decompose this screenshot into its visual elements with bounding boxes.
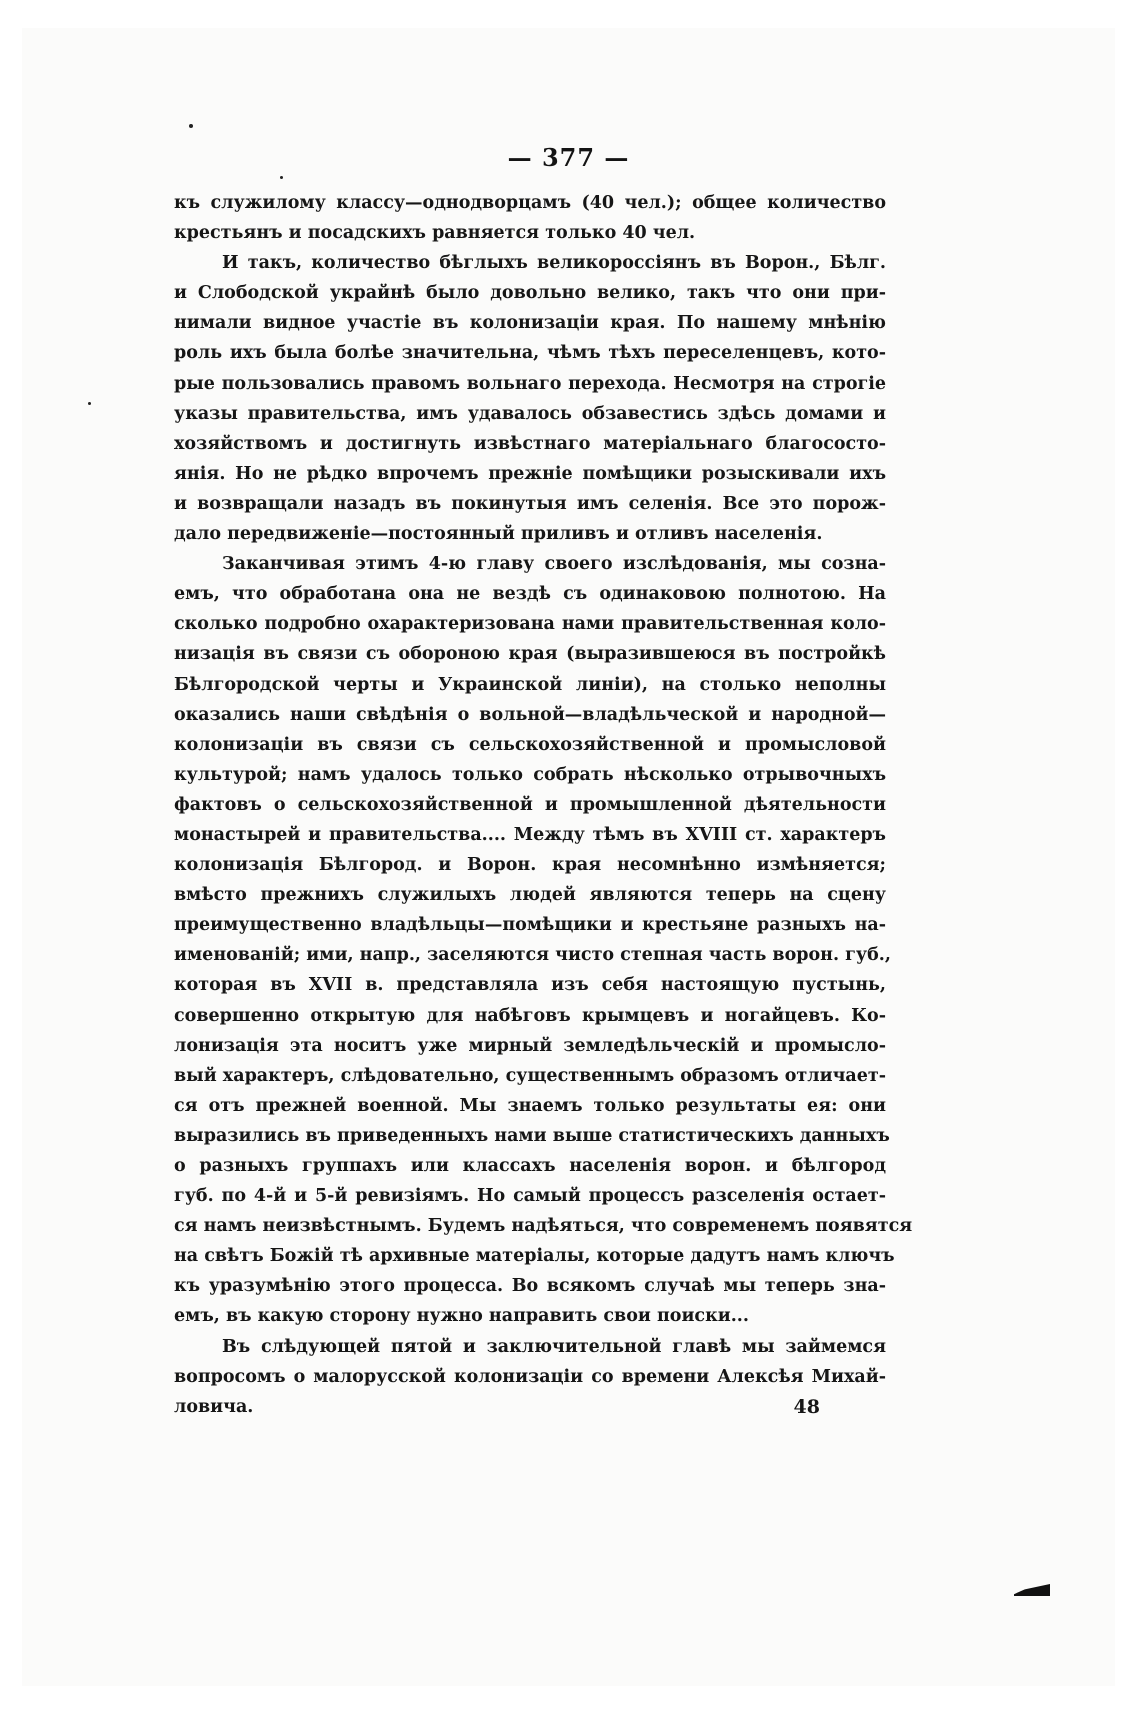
paragraph-4 [174,1332,886,1422]
text-line: выразились въ приведенныхъ нами выше статистическихъ данныхъ [174,1125,890,1146]
text-line: преимущественно владѣльцы—помѣщики и крестьяне разныхъ на- [174,915,886,936]
text-line: колонизація Бѣлгород. и Ворон. края несомнѣнно измѣняется; [174,855,886,876]
text-line: емъ, что обработана она не вездѣ съ одинаковою полнотою. На [174,584,886,605]
text-line: совершенно открытую для набѣговъ крымцевъ и ногайцевъ. Ко- [174,1005,886,1026]
body-text [174,188,913,1422]
paragraph-3 [174,549,913,1331]
text-line: вмѣсто прежнихъ служилыхъ людей являются теперь на сцену [174,885,886,906]
text-line: И такъ, количество бѣглыхъ великороссіянъ въ Ворон., Бѣлг. [222,253,886,274]
scan-speck [280,176,283,179]
text-line: сколько подробно охарактеризована нами правительственная коло- [174,614,886,635]
page-number: — 377 — [507,143,630,172]
text-line: Заканчивая этимъ 4-ю главу своего изслѣдованія, мы созна- [222,554,886,575]
text-line: ся отъ прежней военной. Мы знаемъ только результаты ея: они [174,1095,886,1116]
text-line: роль ихъ была болѣе значительна, чѣмъ тѣхъ переселенцевъ, кото- [174,343,886,364]
text-line: низація въ связи съ обороною края (выразившеюся въ постройкѣ [174,644,886,665]
text-line: нимали видное участіе въ колонизаціи края. По нашему мнѣнію [174,313,886,334]
document-page [22,28,1115,1686]
text-line: хозяйствомъ и достигнуть извѣстнаго матеріальнаго благососто- [174,433,886,454]
last-line-row [174,1392,886,1422]
text-line: дало передвиженіе—постоянный приливъ и отливъ населенія. [174,524,823,545]
text-line: вый характеръ, слѣдовательно, существеннымъ образомъ отличает- [174,1065,886,1086]
text-line: къ уразумѣнію этого процесса. Во всякомъ случаѣ мы теперь зна- [174,1276,886,1297]
text-line: колонизаціи въ связи съ сельскохозяйственной и промысловой [174,734,886,755]
text-line: на свѣтъ Божій тѣ архивные матеріалы, которые дадутъ намъ ключъ [174,1246,895,1267]
text-line: ловича. [174,1396,254,1417]
text-line: ся намъ неизвѣстнымъ. Будемъ надѣяться, что современемъ появятся [174,1216,913,1237]
text-line: монастырей и правительства.... Между тѣмъ въ XVIII ст. характеръ [174,824,886,845]
text-line: указы правительства, имъ удавалось обзавестись здѣсь домами и [174,403,886,424]
text-line: которая въ XVII в. представляла изъ себя настоящую пустынь, [174,975,886,996]
scan-speck [189,124,193,128]
text-line: къ служилому классу—однодворцамъ (40 чел.); общее количество [174,193,886,213]
text-line: и возвращали назадъ въ покинутыя имъ селенія. Все это порож- [174,493,886,514]
text-line: именованій; ими, напр., заселяются чисто степная часть ворон. губ., [174,945,891,966]
text-line: крестьянъ и посадскихъ равняется только 40 чел. [174,223,696,244]
text-line: емъ, въ какую сторону нужно направить свои поиски... [174,1306,749,1327]
text-line: янія. Но не рѣдко впрочемъ прежніе помѣщики розыскивали ихъ [174,463,886,484]
signature-mark: 48 [793,1395,820,1418]
text-line: культурой; намъ удалось только собрать нѣсколько отрывочныхъ [174,764,886,785]
scan-corner-mark [1014,1584,1050,1596]
text-line: оказались наши свѣдѣнія о вольной—владѣльческой и народной— [174,704,886,725]
paragraph-1 [174,188,886,248]
text-line: вопросомъ о малорусской колонизаціи со времени Алексѣя Михай- [174,1366,886,1387]
text-line: рые пользовались правомъ вольнаго перехода. Несмотря на строгіе [174,373,886,394]
text-line: губ. по 4-й и 5-й ревизіямъ. Но самый процессъ разселенія остает- [174,1186,886,1207]
scan-speck [88,402,91,405]
text-line: фактовъ о сельскохозяйственной и промышленной дѣятельности [174,794,886,815]
text-line: о разныхъ группахъ или классахъ населенія ворон. и бѣлгород [174,1156,886,1176]
text-line: Бѣлгородской черты и Украинской линіи), на столько неполны [174,674,886,695]
text-line: и Слободской украйнѣ было довольно велико, такъ что они при- [174,283,886,304]
paragraph-2 [174,248,886,549]
text-line: Въ слѣдующей пятой и заключительной главѣ мы займемся [222,1336,886,1357]
text-line: лонизація эта носитъ уже мирный земледѣльческій и промысло- [174,1035,886,1056]
